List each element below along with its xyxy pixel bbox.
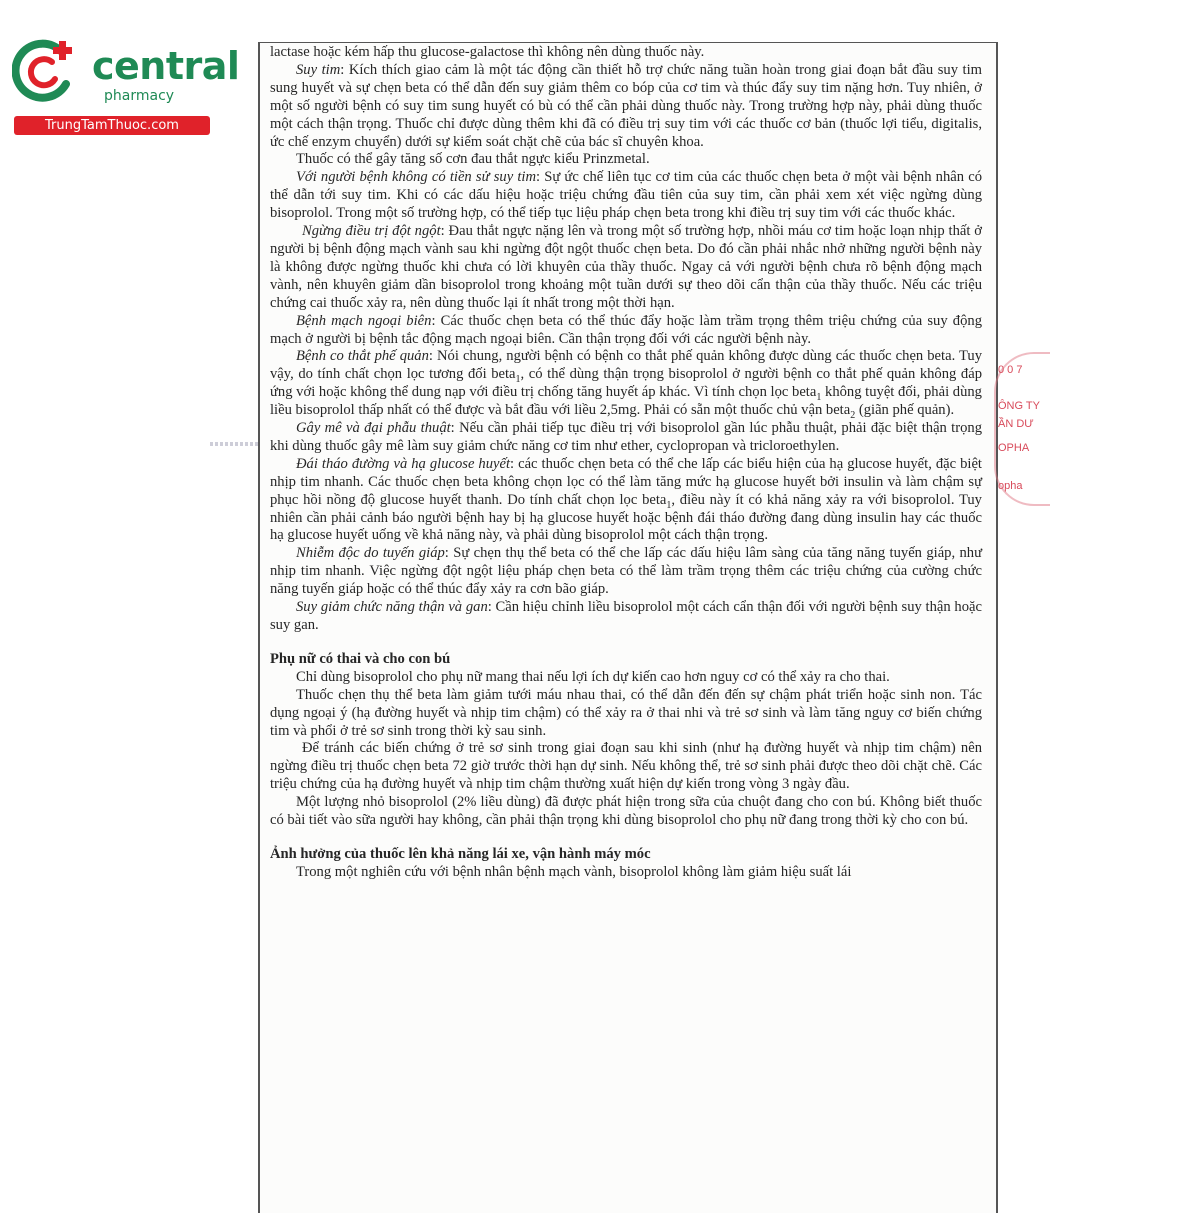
- logo-website: TrungTamThuoc.com: [14, 116, 210, 135]
- paragraph-text: , điều này ít có khả năng xảy ra với bisoprolol. Tuy nhiên cần phải cảnh báo người bệnh hay bị hạ glucose huyết hoặc bệnh đái tháo đường đang dùng insulin hay các thuốc hạ glucose huyết uống về khả năng này, và phải dùng bisoprolol một cách thận trọng.: [270, 491, 982, 544]
- paragraph-text: : các thuốc chẹn beta có thể che lấp các biểu hiện của hạ glucose huyết, đặc biệt nhịp tim nhanh. Các thuốc chẹn beta không chọn lọc có thể làm tăng mức hạ glucose huyết bởi insulin và làm chậm sự phục hồi nồng độ glucose huyết thanh. Do tính chất chọn lọc beta: [270, 455, 982, 508]
- subheading: Nhiễm độc do tuyến giáp: [296, 545, 445, 562]
- subheading: Bệnh mạch ngoại biên: [296, 312, 432, 329]
- subheading: Đái tháo đường và hạ glucose huyết: [296, 455, 511, 472]
- company-stamp: [998, 352, 1044, 502]
- stamp-text: 0 0 7: [998, 364, 1023, 376]
- scan-smudge: [210, 442, 260, 446]
- subscript: 1: [816, 392, 822, 404]
- paragraph: Trong một nghiên cứu với bệnh nhân bệnh mạch vành, bisoprolol không làm giảm hiệu suất lái: [296, 863, 852, 880]
- subscript: 1: [666, 499, 672, 511]
- paragraph: Để tránh các biến chứng ở trẻ sơ sinh trong giai đoạn sau khi sinh (như hạ đường huyết và nhịp tim chậm) nên ngừng điều trị thuốc chẹn beta 72 giờ trước thời hạn dự sinh. Nếu không thể, trẻ sơ sinh phải được theo dõi chặt chẽ. Các triệu chứng của hạ đường huyết và nhịp tim chậm thường xuất hiện dự kiến trong vòng 3 ngày đầu.: [270, 740, 982, 793]
- paragraph: [270, 545, 982, 599]
- stamp-text: ÔNG TY: [998, 400, 1040, 412]
- document-body: [270, 44, 982, 882]
- subheading: Bệnh co thắt phế quản: [296, 348, 429, 365]
- stamp-text: OPHA: [998, 442, 1030, 454]
- paragraph-text: : Các thuốc chẹn beta có thể thúc đẩy hoặc làm trầm trọng thêm triệu chứng của suy động mạch ở người bị bệnh tắc động mạch ngoại biên. Cần thận trọng đối với các người bệnh này.: [270, 312, 982, 347]
- paragraph: Một lượng nhỏ bisoprolol (2% liều dùng) đã được phát hiện trong sữa của chuột đang cho con bú. Không biết thuốc có bài tiết vào sữa người hay không, cần phải thận trọng khi dùng bisoprolol cho phụ nữ đang trong thời kỳ cho con bú.: [270, 794, 982, 829]
- paragraph-text: : Nếu cần phải tiếp tục điều trị với bisoprolol gần lúc phẫu thuật, phải đặc biệt thận trọng khi dùng thuốc gây mê làm suy giảm chức năng cơ tim như ether, cyclopropan và tricloroethylen.: [270, 420, 982, 454]
- paragraph: [270, 313, 982, 349]
- paragraph: [270, 348, 982, 420]
- subscript: 1: [515, 374, 521, 386]
- paragraph: [270, 169, 982, 223]
- section-heading: Ảnh hưởng của thuốc lên khả năng lái xe, vận hành máy móc: [270, 845, 651, 862]
- paragraph-text: (giãn phế quản).: [855, 402, 955, 419]
- logo-brand-name: central: [92, 44, 240, 88]
- paragraph: Chỉ dùng bisoprolol cho phụ nữ mang thai nếu lợi ích dự kiến cao hơn nguy cơ có thể xảy ra cho thai.: [296, 668, 890, 685]
- paragraph: Thuốc chẹn thụ thể beta làm giảm tưới máu nhau thai, có thể dẫn đến đến sự chậm phát triển hoặc sinh non. Tác dụng ngoại ý (hạ đường huyết và nhịp tim chậm) có thể xảy ra ở thai nhi và trẻ sơ sinh và làm tăng nguy cơ biến chứng tim và phổi ở trẻ sơ sinh trong thời kỳ sau sinh.: [270, 686, 982, 739]
- paragraph: lactase hoặc kém hấp thu glucose-galactose thì không nên dùng thuốc này.: [270, 44, 705, 60]
- paragraph-text: : Nói chung, người bệnh có bệnh co thắt phế quản không được dùng các thuốc chẹn beta. Tuy vậy, do tính chất chọn lọc tương đối beta: [270, 348, 982, 383]
- paragraph-text: : Sự chẹn thụ thể beta có thể che lấp các dấu hiệu lâm sàng của tăng năng tuyến giáp, như nhịp tim nhanh. Việc ngừng đột ngột liệu pháp chẹn beta có thể làm trầm trọng thêm các triệu chứng của cường chức năng tuyến giáp hoặc có thể thúc đẩy xảy ra cơn bão giáp.: [270, 545, 982, 598]
- paragraph: [270, 456, 982, 546]
- paragraph-text: , có thể dùng thận trọng bisoprolol ở người bệnh co thắt phế quản không đáp ứng với hoặc không thể dung nạp với điều trị chống tăng huyết áp khác. Vì tính chọn lọc beta: [270, 366, 982, 401]
- subheading: Suy tim: [296, 61, 341, 78]
- subheading: Với người bệnh không có tiền sử suy tim: [296, 169, 536, 186]
- subheading: Ngừng điều trị đột ngột: [302, 223, 441, 240]
- paragraph: Thuốc có thể gây tăng số cơn đau thắt ngực kiểu Prinzmetal.: [296, 151, 650, 168]
- central-pharmacy-logo: [12, 38, 240, 138]
- stamp-text: opha: [998, 480, 1023, 492]
- subheading: Suy giảm chức năng thận và gan: [296, 599, 488, 616]
- paragraph: [270, 62, 982, 152]
- subheading: Gây mê và đại phẫu thuật: [296, 420, 451, 437]
- section-heading: Phụ nữ có thai và cho con bú: [270, 650, 451, 667]
- paragraph-text: : Sự ức chế liên tục cơ tim của các thuốc chẹn beta ở một vài bệnh nhân có thể dẫn tới suy tim. Khi có các dấu hiệu hoặc triệu chứng đầu tiên của suy tim, cần phải xem xét việc ngừng dùng bisoprolol. Trong một số trường hợp, có thể tiếp tục liệu pháp chẹn beta trong khi điều trị suy tim với các thuốc khác.: [270, 169, 982, 222]
- paragraph-text: : Kích thích giao cảm là một tác động cần thiết hỗ trợ chức năng tuần hoàn trong giai đoạn bắt đầu suy tim sung huyết và sự chẹn beta có thể dẫn đến suy giảm thêm co bóp của cơ tim và thúc đẩy suy tim nặng hơn. Tuy nhiên, ở một số người bệnh có suy tim sung huyết có bù có thể cần phải dùng thuốc này. Trong trường hợp này, phải dùng thuốc một cách thận trọng. Thuốc chỉ được dùng thêm khi đã có điều trị suy tim với các thuốc cơ bản (thuốc lợi tiểu, digitalis, ức chế enzym chuyển) dưới sự kiểm soát chặt chẽ của bác sĩ chuyên khoa.: [270, 61, 982, 150]
- paragraph: [270, 599, 982, 635]
- paragraph-text: : Đau thắt ngực nặng lên và trong một số trường hợp, nhồi máu cơ tim hoặc loạn nhịp thất ở người bị bệnh động mạch vành sau khi ngừng đột ngột thuốc chẹn beta. Do đó cần phải nhắc nhở những người bệnh này là không được ngừng thuốc khi chưa có lời khuyên của thầy thuốc. Ngay cả với người bệnh chưa rõ bệnh động mạch vành, nên khuyên giảm dần bisoprolol trong khoảng một tuần dưới sự theo dõi cẩn thận của thầy thuốc. Nếu các triệu chứng cai thuốc xảy ra, nên dùng thuốc lại ít nhất trong một thời hạn.: [270, 223, 982, 311]
- subscript: 2: [850, 410, 856, 422]
- paragraph-text: không tuyệt đối, phải dùng liều bisoprolol thấp nhất có thể được và bắt đầu với liều 2,5mg. Phải có sẵn một thuốc chủ vận beta: [270, 384, 982, 419]
- pharmacy-cross-logo-icon: [12, 38, 78, 104]
- logo-brand-subtitle: pharmacy: [104, 88, 175, 104]
- stamp-text: ẦN DƯ: [998, 418, 1034, 430]
- paragraph-text: : Cần hiệu chỉnh liều bisoprolol một cách cẩn thận đối với người bệnh suy thận hoặc suy gan.: [270, 599, 982, 633]
- paragraph: [270, 420, 982, 456]
- paragraph: [270, 223, 982, 313]
